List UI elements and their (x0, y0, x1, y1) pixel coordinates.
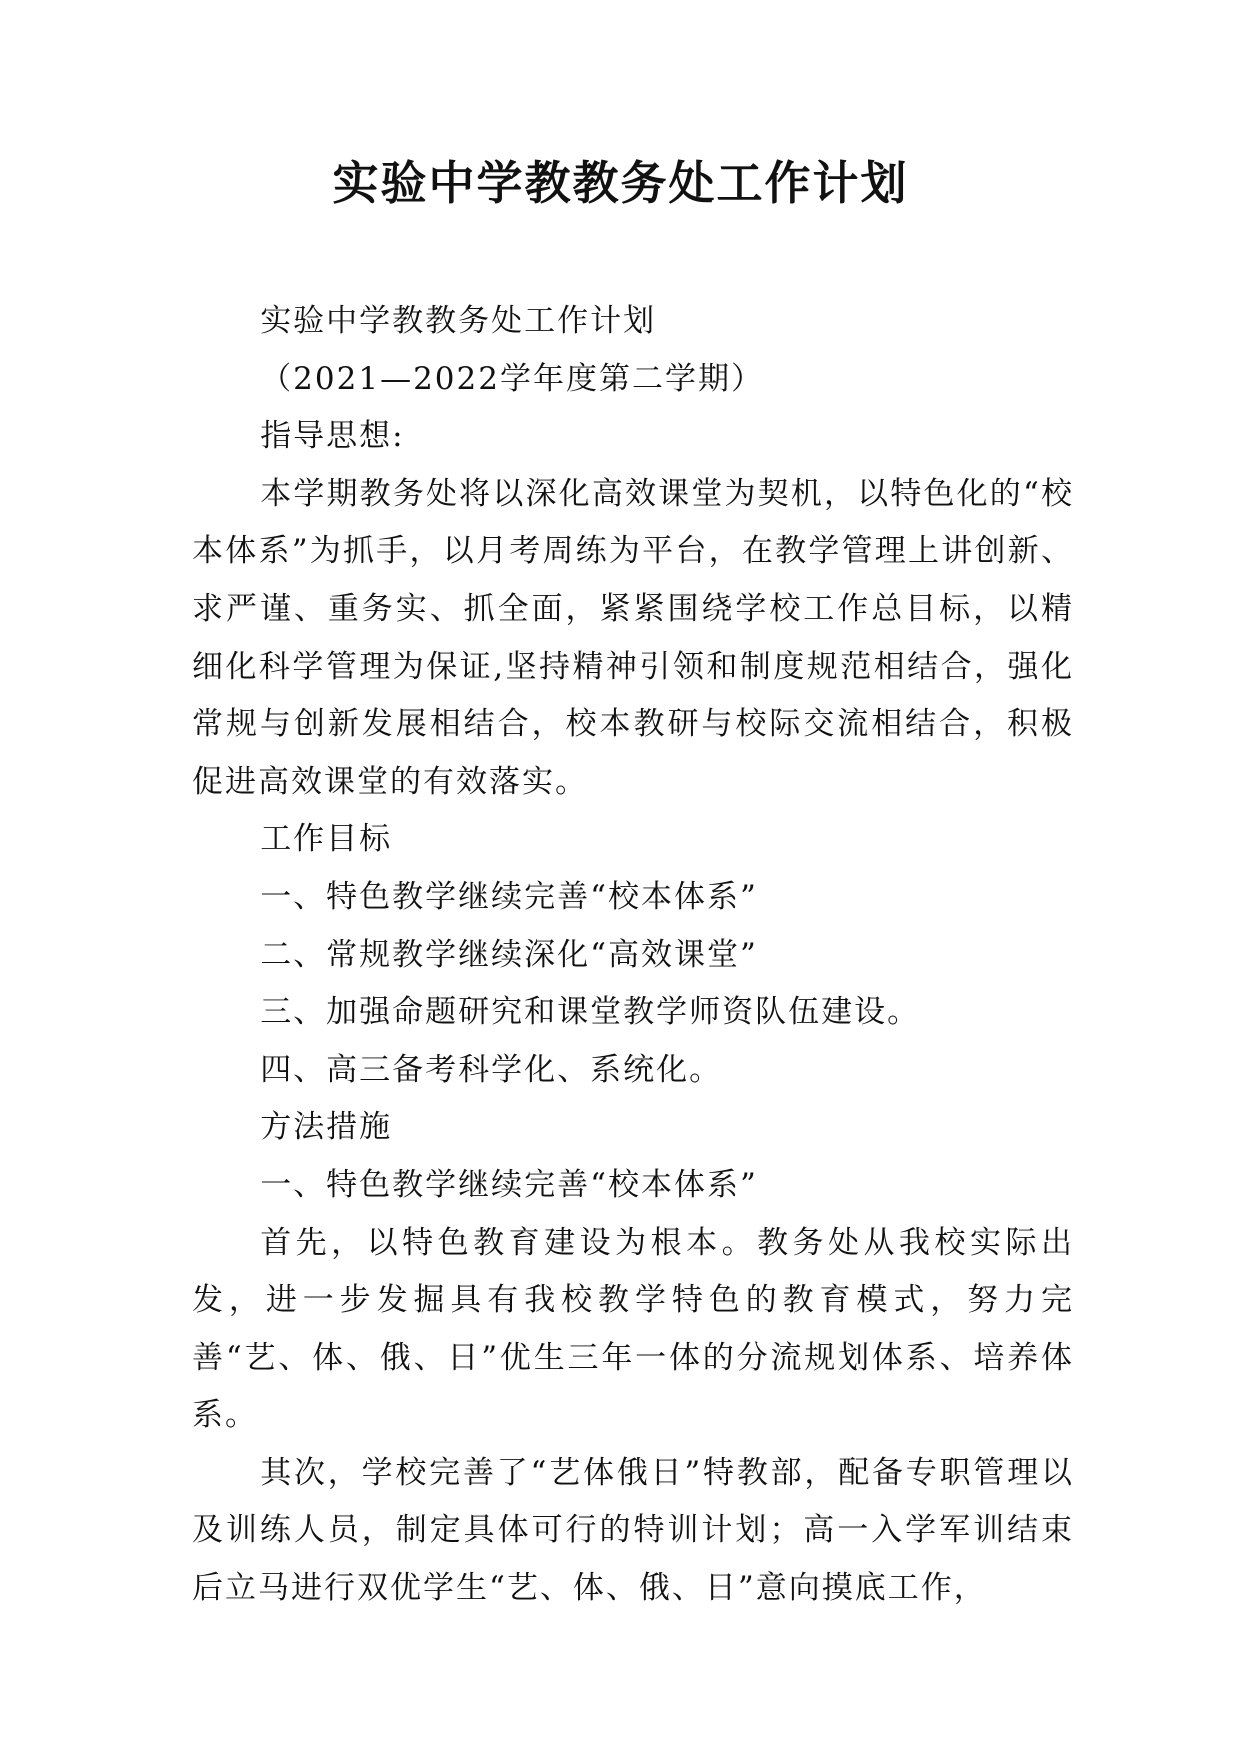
paragraph-first: 首先，以特色教育建设为根本。教务处从我校实际出发，进一步发掘具有我校教学特色的教育模式，努力完善“艺、体、俄、日”优生三年一体的分流规划体系、培养体系。 (192, 1224, 1074, 1434)
document-body (192, 293, 1074, 1618)
goal-item-3: 三、加强命题研究和课堂教学师资队伍建设。 (260, 994, 921, 1031)
section-heading-work-goals: 工作目标 (260, 821, 393, 858)
method-item-1: 一、特色教学继续完善“校本体系” (260, 1166, 758, 1203)
goal-item-1: 一、特色教学继续完善“校本体系” (260, 878, 758, 915)
document-title: 实验中学教教务处工作计划 (332, 156, 909, 210)
paragraph-guiding-ideology: 本学期教务处将以深化高效课堂为契机，以特色化的“校本体系”为抓手，以月考周练为平台，在教学管理上讲创新、求严谨、重务实、抓全面，紧紧围绕学校工作总目标，以精细化科学管理为保证,坚持精神引领和制度规范相结合，强化常规与创新发展相结合，校本教研与校际交流相结合，积极促进高效课堂的有效落实。 (192, 475, 1074, 800)
term-line: （2021—2022学年度第二学期） (260, 360, 764, 397)
goal-item-4: 四、高三备考科学化、系统化。 (260, 1051, 723, 1088)
section-heading-guiding-ideology: 指导思想: (260, 418, 405, 455)
subtitle-line: 实验中学教教务处工作计划 (260, 303, 657, 339)
section-heading-methods: 方法措施 (260, 1109, 393, 1146)
goal-item-2: 二、常规教学继续深化“高效课堂” (260, 936, 758, 973)
paragraph-second: 其次，学校完善了“艺体俄日”特教部，配备专职管理以及训练人员，制定具体可行的特训计划；高一入学军训结束后立马进行双优学生“艺、体、俄、日”意向摸底工作， (192, 1454, 1074, 1607)
